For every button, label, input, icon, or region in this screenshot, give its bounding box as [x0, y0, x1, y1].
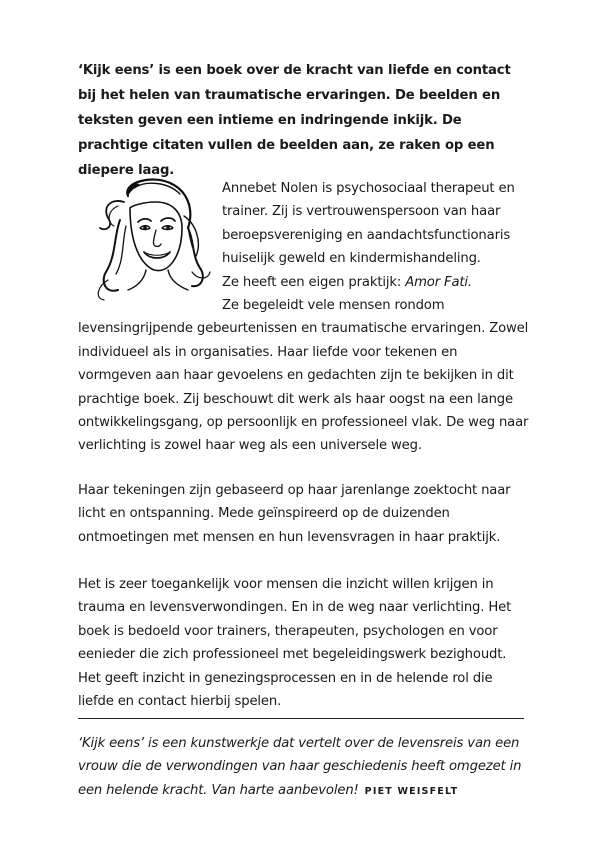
bio-part-2: Ze begeleidt vele mensen rondom levensingrijpende gebeurtenissen en traumatische ervaringen. Zowel individueel als in organisaties. Haar liefde voor tekenen en vormgeven aan haar gevoelens en gedachten zijn te bekijken in dit prachtige boek. Zij beschouwt dit werk als haar oogst na een lange ontwikkelingsgang, op persoonlijk en professioneel vlak. De weg naar verlichting is zowel haar weg als een universele weg. [78, 298, 529, 454]
quote-text: ‘Kijk eens’ is een kunstwerkje dat vertelt over de levensreis van een vrouw die de verwondingen van haar geschiedenis heeft omgezet in een helende kracht. Van harte aanbevolen! [78, 736, 522, 798]
divider-line [78, 718, 524, 719]
bio-part-1: Annebet Nolen is psychosociaal therapeut en trainer. Zij is vertrouwenspersoon van haar beroepsvereniging en aandachtsfunctionaris huiselijk geweld en kindermishandeling. [222, 181, 515, 267]
bio-practice-name: Amor Fati. [405, 274, 472, 290]
bio-practice-prefix: Ze heeft een eigen praktijk: [222, 274, 406, 290]
author-bio [78, 177, 530, 458]
paragraph-drawings: Haar tekeningen zijn gebaseerd op haar jarenlange zoektocht naar licht en ontspanning. Mede geïnspireerd op de duizenden ontmoetingen met mensen en hun levensvragen in haar praktijk. [78, 483, 511, 545]
quote-author: PIET WEISFELT [364, 785, 459, 797]
intro-paragraph: ‘Kijk eens’ is een boek over de kracht van liefde en contact bij het helen van traumatische ervaringen. De beelden en teksten geven een intieme en indringende inkijk. De prachtige citaten vullen de beelden aan, ze raken op een diepere laag. [78, 63, 511, 178]
paragraph-audience: Het is zeer toegankelijk voor mensen die inzicht willen krijgen in trauma en levensverwondingen. En in de weg naar verlichting. Het boek is bedoeld voor trainers, therapeuten, psychologen en voor eenieder die zich professioneel met begeleidingswerk bezighoudt. Het geeft inzicht in genezingsprocessen en in de helende rol die liefde en contact hierbij spelen. [78, 577, 512, 710]
endorsement-quote [78, 732, 530, 803]
